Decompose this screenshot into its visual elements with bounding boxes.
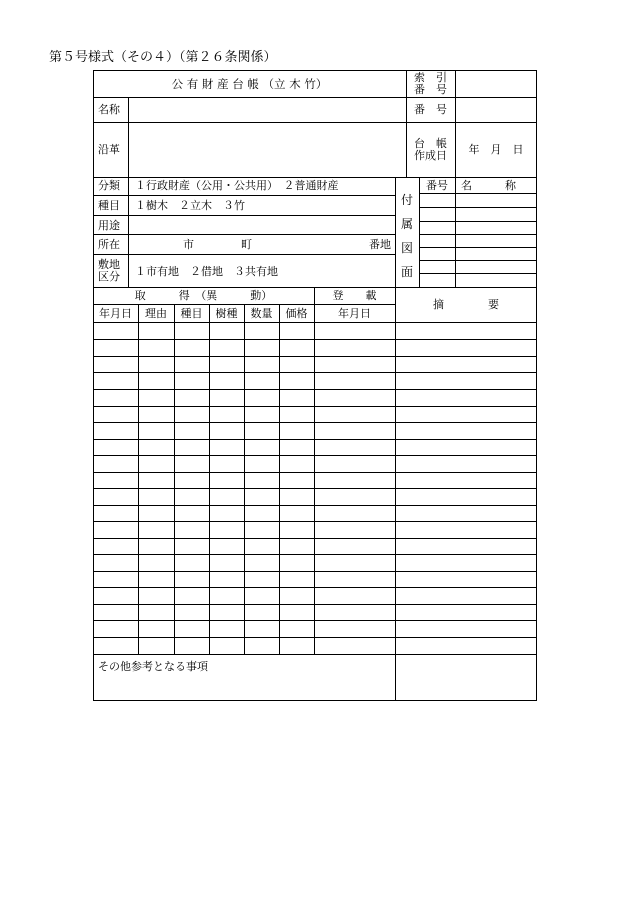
location-lot: 番地 <box>369 238 391 251</box>
column-header-registration-date: 年月日 <box>338 307 371 320</box>
number-label: 番 号 <box>414 103 447 116</box>
attached-number-header: 番号 <box>426 179 448 192</box>
remarks-header: 摘 要 <box>433 298 499 311</box>
type-label: 種目 <box>98 199 120 212</box>
classification-label: 分類 <box>98 179 120 192</box>
attached-name-header: 名 称 <box>461 179 516 192</box>
attached-drawings-label: 付 属 図 面 <box>400 193 413 279</box>
registration-group: 登 載 <box>332 289 377 302</box>
ledger-created-value: 年 月 日 <box>468 143 524 156</box>
usage-label: 用途 <box>98 219 120 232</box>
index-number-label: 索 引 番 号 <box>414 71 447 96</box>
acquisition-group: 取 得 （異 動） <box>134 289 273 302</box>
form-heading: 第５号様式（その４）（第２６条関係） <box>49 50 277 65</box>
ledger-title: 公 有 財 産 台 帳 （立 木 竹） <box>171 77 328 91</box>
history-label: 沿革 <box>98 143 120 156</box>
name-label: 名称 <box>98 103 120 116</box>
location-city: 市 <box>183 238 194 251</box>
other-matters-label: その他参考となる事項 <box>98 660 208 673</box>
site-category-value: １市有地 ２借地 ３共有地 <box>135 265 278 278</box>
column-header-date: 年月日 <box>99 307 132 320</box>
column-header-quantity: 数量 <box>250 307 273 320</box>
classification-value: １行政財産（公用・公共用） ２普通財産 <box>135 179 339 192</box>
site-category-label: 敷地 区分 <box>98 258 120 283</box>
location-town: 町 <box>241 238 252 251</box>
column-header-price: 価格 <box>285 307 308 320</box>
ledger-created-label: 台 帳 作成日 <box>414 137 447 162</box>
column-header-item: 種目 <box>180 307 203 320</box>
type-value: １樹木 ２立木 ３竹 <box>135 199 245 212</box>
column-header-species: 樹種 <box>215 307 238 320</box>
location-label: 所在 <box>98 238 120 251</box>
ledger-form <box>93 70 537 701</box>
column-header-reason: 理由 <box>145 307 167 320</box>
